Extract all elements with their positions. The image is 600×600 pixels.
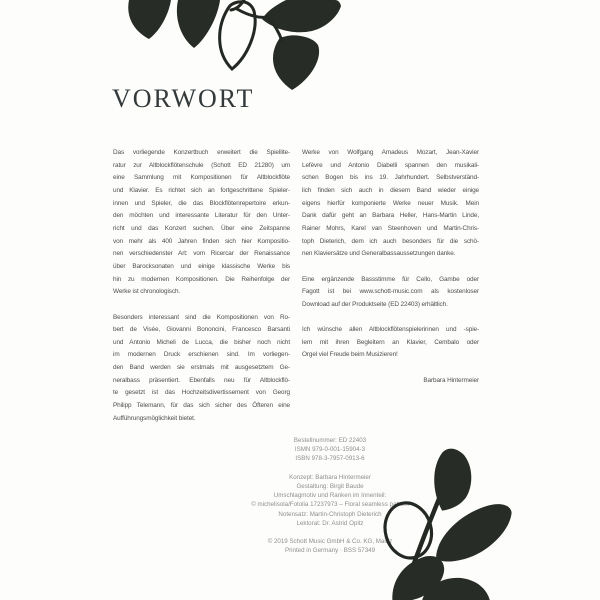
paragraph-4: Eine ergänzende Bassstimme für Cello, Gambe oder Fagott ist bei www.schott-music.com als kostenloser Download auf der Produktseite (ED 22403) erhältlich. <box>302 275 479 308</box>
foreword-text <box>113 147 479 425</box>
paragraph-1: Das vorliegende Konzertbuch erweitert die Spiellite- ratur zur Altblockflötenschule (Schott ED 21280) um eine Sammlung mit Kompositionen für Altblockflöte und Klavier. Es richtet sich an fortgeschrittene Spieler- innen und Spieler, die das Blockflötenrepertoire erkun- den möchten und interessante Literatur für den Unter- richt und das Konzert suchen. Über eine Zeitspanne von mehr als 400 Jahren finden sich hier Kompositio- nen verschiedenster Art: vom Ricercar der Renaissance über Barocksonaten und einige klassische Werke bis hin zu modernen Kompositionen. Die Reihenfolge der Werke ist chronologisch. <box>113 149 290 296</box>
right-column <box>302 147 479 425</box>
left-column <box>113 147 290 425</box>
publisher-info: © 2019 Schott Music GmbH & Co. KG, Mainz Printed in Germany · BSS 57349 <box>267 538 393 555</box>
catalog-numbers: Bestellnummer: ED 22403 ISMN 979-0-001-15904-3 ISBN 978-3-7957-0913-6 <box>293 437 367 463</box>
branch-ornament-bottom-icon <box>378 443 523 600</box>
production-credits: Konzept: Barbara Hintermeier Gestaltung: Birgit Baude Umschlagmotiv und Ranken im Innenteil: © michelisola/Fotolia 17237973 – Floral seamless pattern Notensatz: Martin-Christoph Dieterich Lektorat: Dr. Astrid Opitz <box>251 473 409 527</box>
author-signature: Barbara Hintermeier <box>423 376 479 384</box>
paragraph-3: Werke von Wolfgang Amadeus Mozart, Jean-Xavier Lefèvre und Antonio Diabelli spannen den musikali- schen Bogen bis ins 19. Jahrhundert. Selbstverständ- lich finden sich auch in diesem Band wieder einige eigens hierfür komponierte Werke neuer Musik. Mein Dank dafür geht an Barbara Heller, Hans-Martin Linde, Rainer Mohrs, Karel van Steenhoven und Martin-Chris- toph Dieterich, dem ich auch besonders für die schö- nen Klaviersätze und Generalbassaussetzungen danke. <box>302 149 479 258</box>
branch-ornament-top-icon <box>111 0 346 92</box>
page-title: VORWORT <box>112 84 255 113</box>
paragraph-2: Besonders interessant sind die Kompositionen von Ro- bert de Visée, Giovanni Bononcini, Francesco Barsanti und Antonio Micheli de Lucca, die bisher noch nicht im modernen Druck erschienen sind. Im vorliegen- den Band werden sie erstmals mit ausgesetztem Ge- neralbass präsentiert. Ebenfalls neu für Altblockflö- te gesetzt ist das Hochzeitsdivertissement von Georg Philipp Telemann, für das sich sicher des Öfteren eine Aufführungsmöglichkeit bietet. <box>113 313 290 422</box>
paragraph-5: Ich wünsche allen Altblockflötenspielerinnen und -spie- lern mit ihren Begleitern an Klavier, Cembalo oder Orgel viel Freude beim Musizieren! <box>302 326 479 359</box>
